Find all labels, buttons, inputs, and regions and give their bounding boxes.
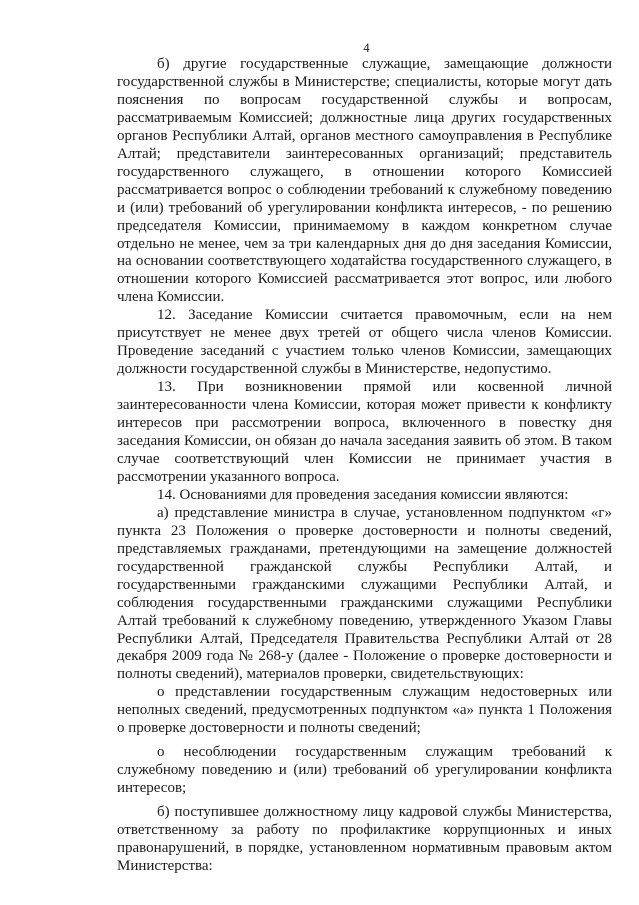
paragraph-12-quorum: 12. Заседание Комиссии считается правомочным, если на нем присутствует не менее двух третей от общего числа членов Комиссии. Проведение заседаний с участием только членов Комиссии, замещающих должности государственной службы в Министерстве, недопустимо. bbox=[117, 307, 612, 378]
paragraph-noncompliance: о несоблюдении государственным служащим требований к служебному поведению и (или) требований об урегулировании конфликта интересов; bbox=[117, 744, 612, 797]
paragraph-14b-received: б) поступившее должностному лицу кадровой службы Министерства, ответственному за работу по профилактике коррупционных и иных правонарушений, в порядке, установленном нормативным правовым актом Министерства: bbox=[117, 804, 612, 874]
paragraph-14a-minister-submission: а) представление министра в случае, установленном подпунктом «г» пункта 23 Положения о проверке достоверности и полноты сведений, представляемых гражданами, претендующими на замещение должностей государственной гражданской службы Республики Алтай, и государственными гражданскими служащими Республики Алтай, и соблюдения государственными гражданскими служащими Республики Алтай требований к служебному поведению, утвержденного Указом Главы Республики Алтай, Председателя Правительства Республики Алтай от 28 декабря 2009 года № 268-у (далее - Положение о проверке достоверности и полноты сведений), материалов проверки, свидетельствующих: bbox=[117, 504, 612, 683]
paragraph-14-grounds: 14. Основаниями для проведения заседания комиссии являются: bbox=[157, 486, 569, 503]
paragraph-participants: б) другие государственные служащие, замещающие должности государственной службы в Министерстве; специалисты, которые могут дать пояснения по вопросам государственной службы и вопросам, рассматриваемым Комиссией; должностные лица других государственных органов Республики Алтай, органов местного самоуправления в Республике Алтай; представители заинтересованных организаций; представитель государственного служащего, в отношении которого Комиссией рассматривается вопрос о соблюдении требований к служебному поведению и (или) требований об урегулировании конфликта интересов, - по решению председателя Комиссии, принимаемому в каждом конкретном случае отдельно не менее, чем за три календарных дня до дня заседания Комиссии, на основании соответствующего ходатайства государственного служащего, в отношении которого Комиссией рассматривается этот вопрос, или любого члена Комиссии. bbox=[117, 56, 612, 306]
paragraph-13-conflict: 13. При возникновении прямой или косвенной личной заинтересованности члена Комиссии, которая может привести к конфликту интересов при рассмотрении вопроса, включенного в повестку дня заседания Комиссии, он обязан до начала заседания заявить об этом. В таком случае соответствующий член Комиссии не принимает участия в рассмотрении указанного вопроса. bbox=[117, 379, 612, 485]
paragraph-inaccurate-information: о представлении государственным служащим недостоверных или неполных сведений, предусмотренных подпунктом «а» пункта 1 Положения о проверке достоверности и полноты сведений; bbox=[117, 684, 612, 737]
page-number: 4 bbox=[363, 41, 370, 55]
